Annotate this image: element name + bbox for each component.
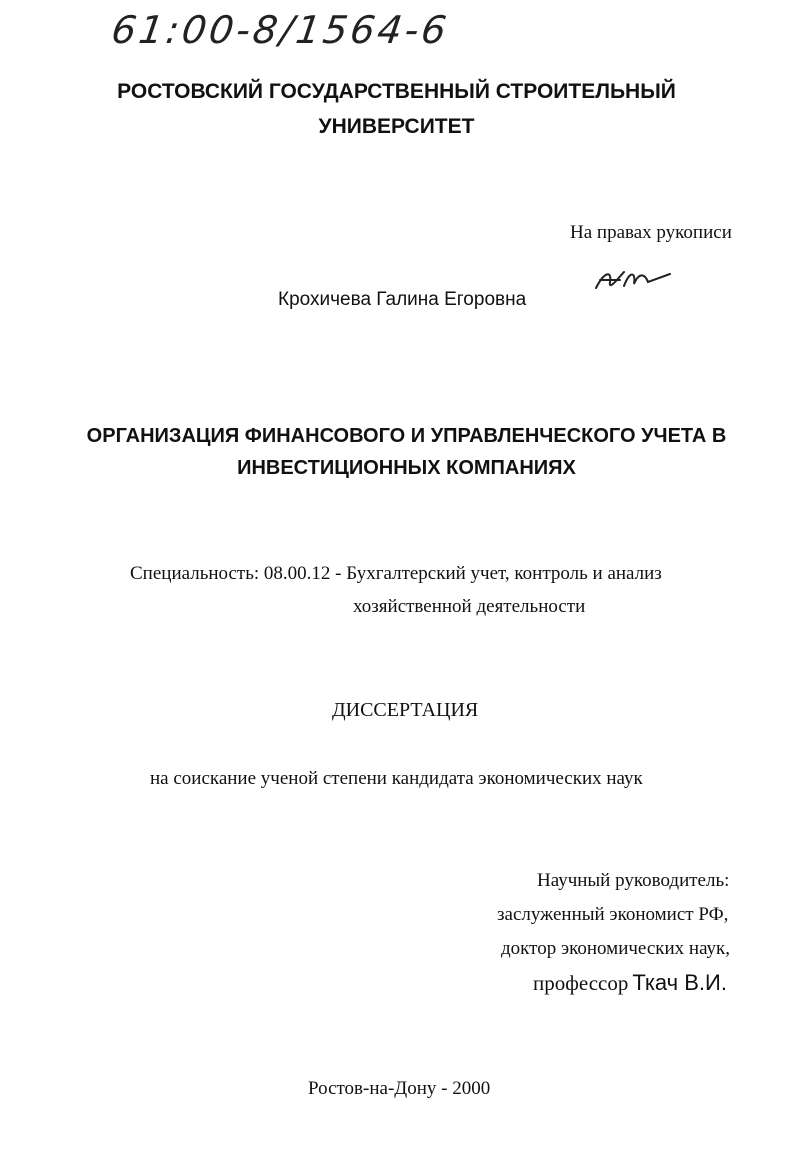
supervisor-label: Научный руководитель:: [537, 870, 730, 891]
dissertation-title-line1: ОРГАНИЗАЦИЯ ФИНАНСОВОГО И УПРАВЛЕНЧЕСКОГО УЧЕТА В: [86, 425, 727, 447]
author-name: Крохичева Галина Егоровна: [278, 289, 527, 310]
specialty-line1: Специальность: 08.00.12 - Бухгалтерский учет, контроль и анализ: [130, 563, 662, 584]
degree-line: на соискание ученой степени кандидата экономических наук: [150, 768, 643, 789]
supervisor-name-line: [533, 970, 727, 996]
supervisor-title: заслуженный экономист РФ,: [497, 904, 729, 925]
supervisor-name: Ткач В.И.: [632, 970, 727, 995]
rights-note: На правах рукописи: [570, 222, 732, 243]
place-and-year: Ростов-на-Дону - 2000: [308, 1078, 491, 1099]
supervisor-role: профессор: [533, 971, 629, 995]
university-name-line1: РОСТОВСКИЙ ГОСУДАРСТВЕННЫЙ СТРОИТЕЛЬНЫЙ: [117, 80, 676, 103]
document-type: ДИССЕРТАЦИЯ: [332, 699, 479, 721]
dissertation-title-line2: ИНВЕСТИЦИОННЫХ КОМПАНИЯХ: [237, 457, 576, 479]
supervisor-degree: доктор экономических наук,: [501, 938, 731, 959]
university-name-line2: УНИВЕРСИТЕТ: [318, 115, 475, 138]
handwritten-archive-code: 61:00-8/1564-6: [108, 8, 452, 52]
specialty-line2: хозяйственной деятельности: [353, 596, 586, 617]
signature-image: [590, 262, 680, 298]
